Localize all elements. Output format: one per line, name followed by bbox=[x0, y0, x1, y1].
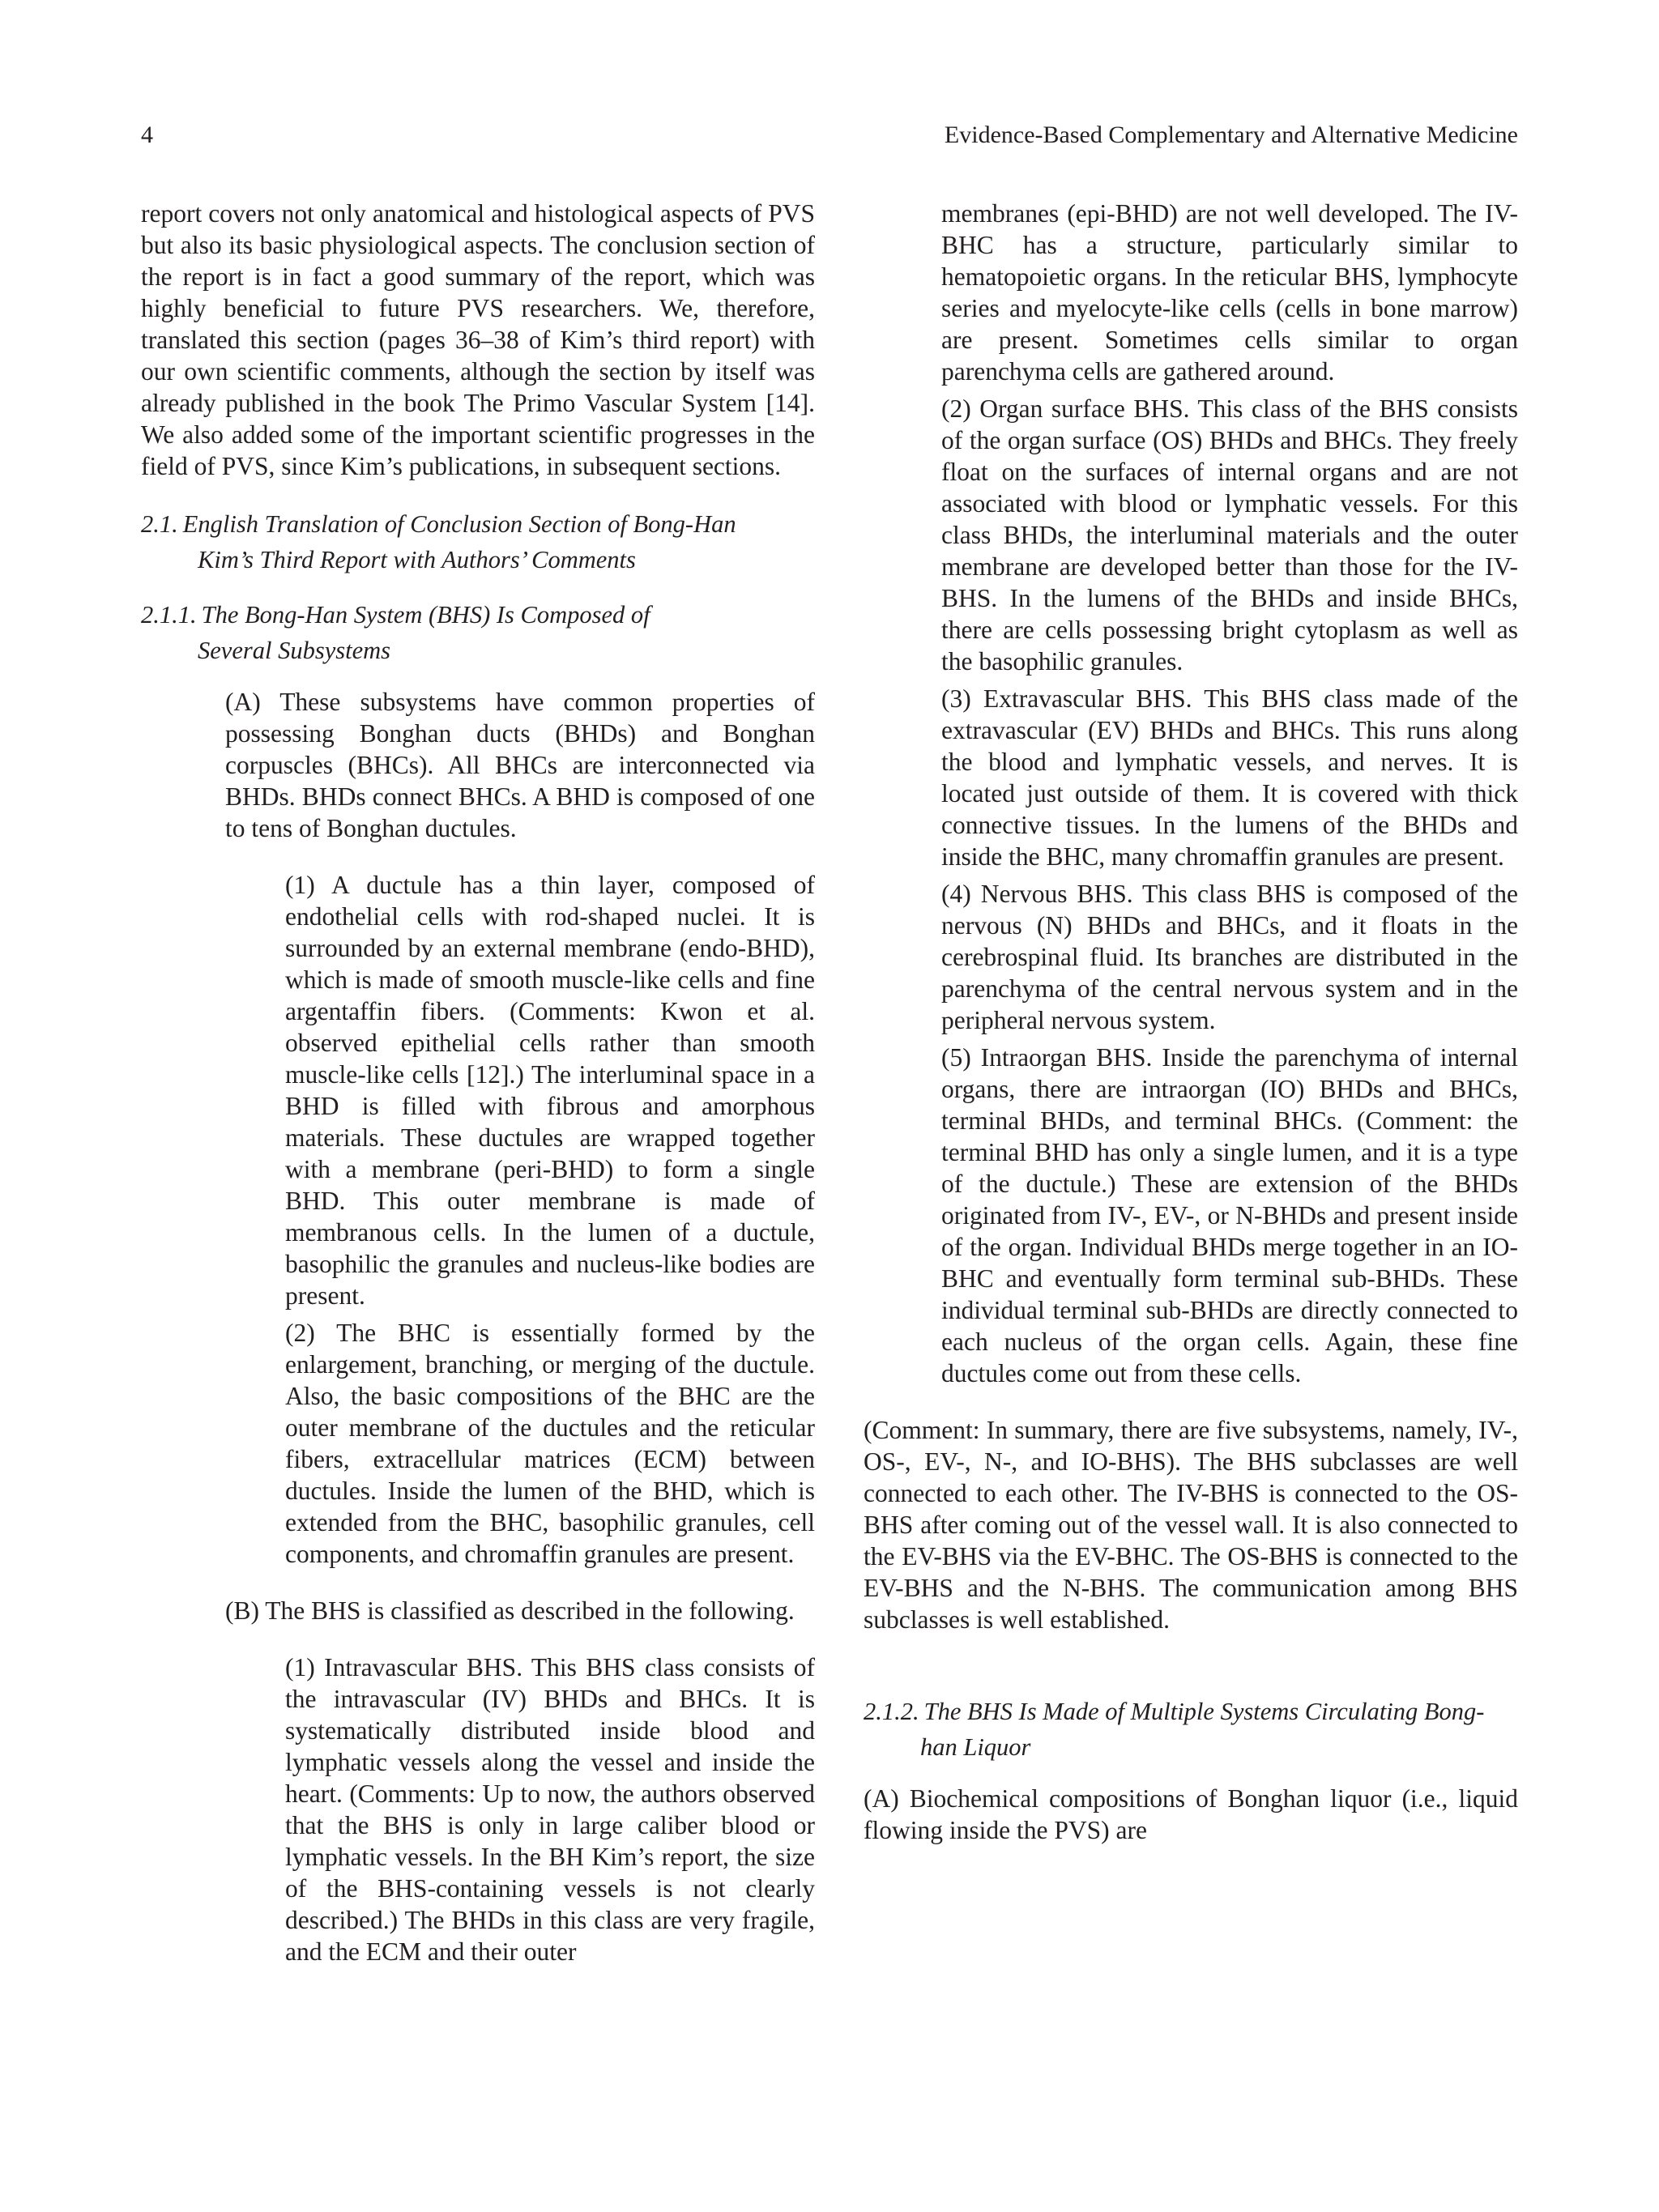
paragraph-2-1-2-a: (A) Biochemical compositions of Bonghan liquor (i.e., liquid flowing inside the PVS) are bbox=[864, 1784, 1518, 1844]
intro-paragraph: report covers not only anatomical and histological aspects of PVS but also its basic physiological aspects. The conclusion section of the report is in fact a good summary of the report, which was highly beneficial to future PVS researchers. We, therefore, translated this section (pages 36–38 of Kim’s third report) with our own scientific comments, although the section by itself was already published in the book The Primo Vascular System [14]. We also added some of the important scientific progresses in the field of PVS, since Kim’s publications, in subsequent sections. bbox=[141, 199, 815, 480]
comment-summary: (Comment: In summary, there are five subsystems, namely, IV-, OS-, EV-, N-, and IO-BHS). The BHS subclasses are well connected to each other. The IV-BHS is connected to the OS-BHS after coming out of the vessel wall. It is also connected to the EV-BHS via the EV-BHC. The OS-BHS is connected to the EV-BHS and the N-BHS. The communication among BHS subclasses is well established. bbox=[864, 1416, 1518, 1634]
journal-title: Evidence-Based Complementary and Alternative Medicine bbox=[944, 121, 1518, 148]
paragraph-b1: (1) Intravascular BHS. This BHS class consists of the intravascular (IV) BHDs and BHCs. It is systematically distributed inside blood and lymphatic vessels along the vessel and inside the heart. (Comments: Up to now, the authors observed that the BHS is only in large caliber blood or lymphatic vessels. In the BH Kim’s report, the size of the BHS-containing vessels is not clearly described.) The BHDs in this class are very fragile, and the ECM and their outer bbox=[285, 1653, 815, 1966]
left-column bbox=[141, 198, 815, 1967]
section-title-line2: han Liquor bbox=[920, 1733, 1031, 1761]
paragraph-a2: (2) The BHC is essentially formed by the enlargement, branching, or merging of the ductule. Also, the basic compositions of the BHC are the outer membrane of the ductules and the reticular fibers, extracellular matrices (ECM) between ductules. Inside the lumen of the BHD, which is extended from the BHC, basophilic granules, cell components, and chromaffin granules are present. bbox=[285, 1319, 815, 1568]
section-heading-2-1 bbox=[141, 506, 815, 578]
paragraph-b4: (4) Nervous BHS. This class BHS is composed of the nervous (N) BHDs and BHCs, and it floats in the cerebrospinal fluid. Its branches are distributed in the parenchyma of the central nervous system and in the peripheral nervous system. bbox=[941, 880, 1518, 1034]
paragraph-a1: (1) A ductule has a thin layer, composed of endothelial cells with rod-shaped nuclei. It is surrounded by an external membrane (endo-BHD), which is made of smooth muscle-like cells and fine argentaffin fibers. (Comments: Kwon et al. observed epithelial cells rather than smooth muscle-like cells [12].) The interluminal space in a BHD is filled with fibrous and amorphous materials. These ductules are wrapped together with a membrane (peri-BHD) to form a single BHD. This outer membrane is made of membranous cells. In the lumen of a ductule, basophilic the granules and nucleus-like bodies are present. bbox=[285, 871, 815, 1310]
section-number: 2.1.1. bbox=[141, 601, 197, 629]
paragraph-b: (B) The BHS is classified as described in the following. bbox=[225, 1596, 795, 1625]
section-number: 2.1. bbox=[141, 510, 178, 538]
paragraph-b3: (3) Extravascular BHS. This BHS class made of the extravascular (EV) BHDs and BHCs. This runs along the blood and lymphatic vessels, and nerves. It is located just outside of them. It is covered with thick connective tissues. In the lumens of the BHDs and inside the BHC, many chromaffin granules are present. bbox=[941, 684, 1518, 871]
paragraph-a: (A) These subsystems have common properties of possessing Bonghan ducts (BHDs) and Bonghan corpuscles (BHCs). All BHCs are interconnected via BHDs. BHDs connect BHCs. A BHD is composed of one to tens of Bonghan ductules. bbox=[225, 688, 815, 842]
section-heading-2-1-2 bbox=[864, 1694, 1518, 1765]
section-title-line2: Kim’s Third Report with Authors’ Comments bbox=[198, 546, 636, 573]
right-column bbox=[864, 198, 1518, 1846]
section-title-line1: English Translation of Conclusion Section of Bong-Han bbox=[182, 510, 736, 538]
section-title-line1: The BHS Is Made of Multiple Systems Circulating Bong- bbox=[923, 1698, 1485, 1725]
page-header bbox=[0, 121, 1659, 157]
paragraph-b2: (2) Organ surface BHS. This class of the BHS consists of the organ surface (OS) BHDs and BHCs. They freely float on the surfaces of internal organs and are not associated with blood or lymphatic vessels. For this class BHDs, the interluminal materials and the outer membrane are developed better than those for the IV-BHS. In the lumens of the BHDs and inside BHCs, there are cells possessing bright cytoplasm as well as the basophilic granules. bbox=[941, 394, 1518, 676]
section-heading-2-1-1 bbox=[141, 597, 815, 668]
section-number: 2.1.2. bbox=[864, 1698, 919, 1725]
section-title-line2: Several Subsystems bbox=[198, 637, 391, 664]
page-number: 4 bbox=[141, 121, 153, 148]
paragraph-b1-continued: membranes (epi-BHD) are not well developed. The IV-BHC has a structure, particularly similar to hematopoietic organs. In the reticular BHS, lymphocyte series and myelocyte-like cells (cells in bone marrow) are present. Sometimes cells similar to organ parenchyma cells are gathered around. bbox=[941, 199, 1518, 386]
paragraph-b5: (5) Intraorgan BHS. Inside the parenchyma of internal organs, there are intraorgan (IO) BHDs and BHCs, terminal BHDs, and terminal BHCs. (Comment: the terminal BHD has only a single lumen, and it is a type of the ductule.) These are extension of the BHDs originated from IV-, EV-, or N-BHDs and present inside of the organ. Individual BHDs merge together in an IO-BHC and eventually form terminal sub-BHDs. These individual terminal sub-BHDs are directly connected to each nucleus of the organ cells. Again, these fine ductules come out from these cells. bbox=[941, 1043, 1518, 1387]
section-title-line1: The Bong-Han System (BHS) Is Composed of bbox=[201, 601, 650, 629]
